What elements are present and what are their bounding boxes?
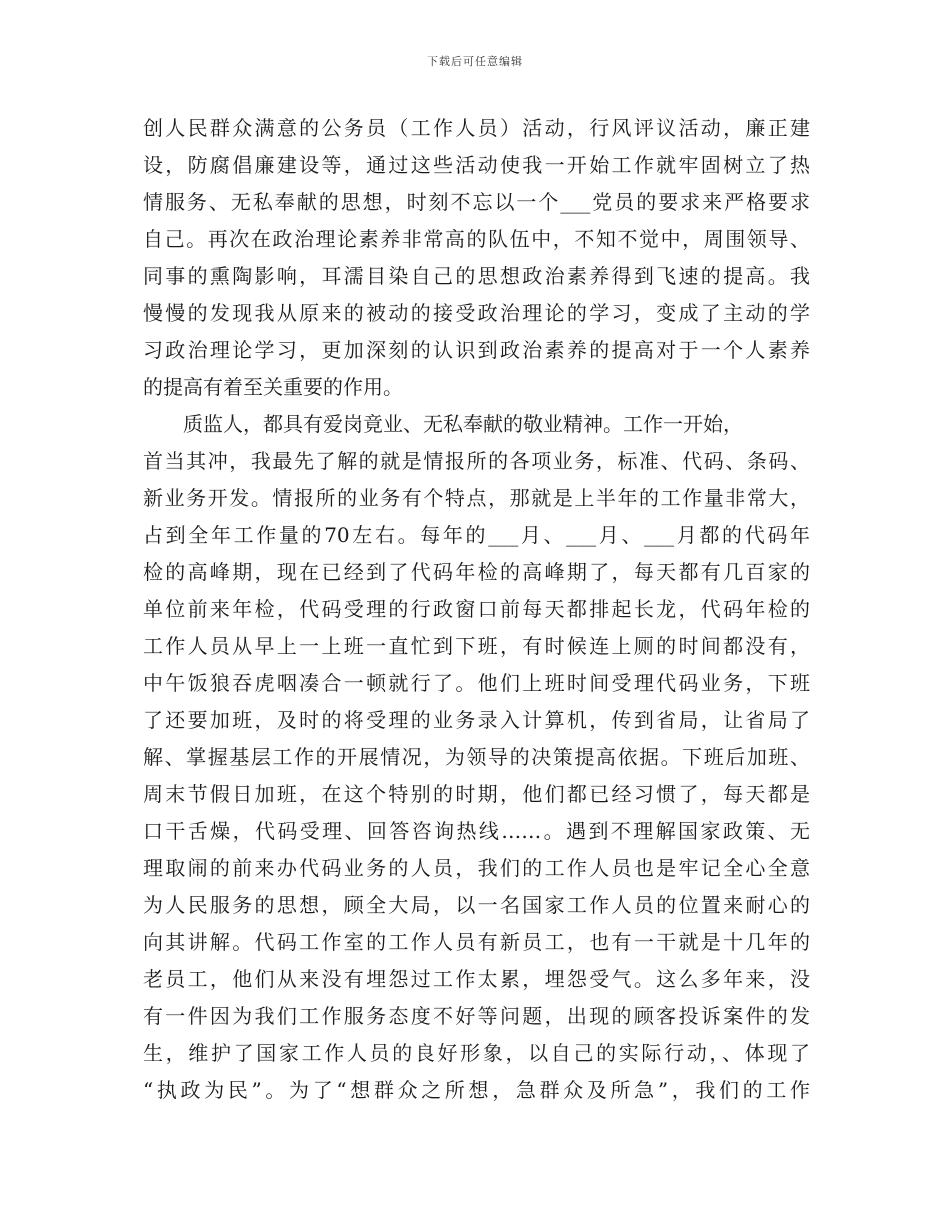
text-line: 设，防腐倡廉建设等，通过这些活动使我一开始工作就牢固树立了热 <box>143 153 810 177</box>
text-line: 口干舌燥，代码受理、回答咨询热线……。遇到不理解国家政策、无 <box>143 819 810 843</box>
text-line: 理取闹的前来办代码业务的人员，我们的工作人员也是牢记全心全意 <box>143 856 810 880</box>
text-line: 习政治理论学习，更加深刻的认识到政治素养的提高对于一个人素养 <box>143 338 810 362</box>
text-line: 同事的熏陶影响，耳濡目染自己的思想政治素养得到飞速的提高。我 <box>143 264 810 288</box>
text-line: 新业务开发。情报所的业务有个特点，那就是上半年的工作量非常大， <box>143 486 810 510</box>
text-line: 检的高峰期，现在已经到了代码年检的高峰期了，每天都有几百家的 <box>143 560 810 584</box>
text-line: 占到全年工作量的70左右。每年的___月、___月、___月都的代码年 <box>143 523 810 547</box>
text-line: 首当其冲，我最先了解的就是情报所的各项业务，标准、代码、条码、 <box>143 449 810 473</box>
text-line: 的提高有着至关重要的作用。 <box>143 375 403 399</box>
text-line: 工作人员从早上一上班一直忙到下班，有时候连上厕的时间都没有， <box>143 634 810 658</box>
text-line: “执政为民”。为了“想群众之所想，急群众及所急”，我们的工作 <box>143 1078 810 1102</box>
text-line: 老员工，他们从来没有埋怨过工作太累，埋怨受气。这么多年来，没 <box>143 967 810 991</box>
paragraph-first-line: 质监人，都具有爱岗竟业、无私奉献的敬业精神。工作一开始， <box>183 412 743 436</box>
text-line: 解、掌握基层工作的开展情况，为领导的决策提高依据。下班后加班、 <box>143 745 810 769</box>
text-line: 生，维护了国家工作人员的良好形象，以自己的实际行动，、体现了 <box>143 1041 810 1065</box>
text-line: 向其讲解。代码工作室的工作人员有新员工，也有一干就是十几年的 <box>143 930 810 954</box>
text-line: 了还要加班，及时的将受理的业务录入计算机，传到省局，让省局了 <box>143 708 810 732</box>
text-line: 慢慢的发现我从原来的被动的接受政治理论的学习，变成了主动的学 <box>143 301 810 325</box>
text-line: 情服务、无私奉献的思想，时刻不忘以一个___党员的要求来严格要求 <box>143 190 810 214</box>
document-body <box>143 110 810 1109</box>
text-line: 周末节假日加班，在这个特别的时期，他们都已经习惯了，每天都是 <box>143 782 810 806</box>
text-line: 中午饭狼吞虎咽凑合一顿就行了。他们上班时间受理代码业务，下班 <box>143 671 810 695</box>
text-line: 单位前来年检，代码受理的行政窗口前每天都排起长龙，代码年检的 <box>143 597 810 621</box>
download-note: 下载后可任意编辑 <box>427 55 523 68</box>
text-line: 自己。再次在政治理论素养非常高的队伍中，不知不觉中，周围领导、 <box>143 227 810 251</box>
text-line: 有一件因为我们工作服务态度不好等问题，出现的顾客投诉案件的发 <box>143 1004 810 1028</box>
text-line: 为人民服务的思想，顾全大局，以一名国家工作人员的位置来耐心的 <box>143 893 810 917</box>
text-line: 创人民群众满意的公务员（工作人员）活动，行风评议活动，廉正建 <box>143 116 810 140</box>
